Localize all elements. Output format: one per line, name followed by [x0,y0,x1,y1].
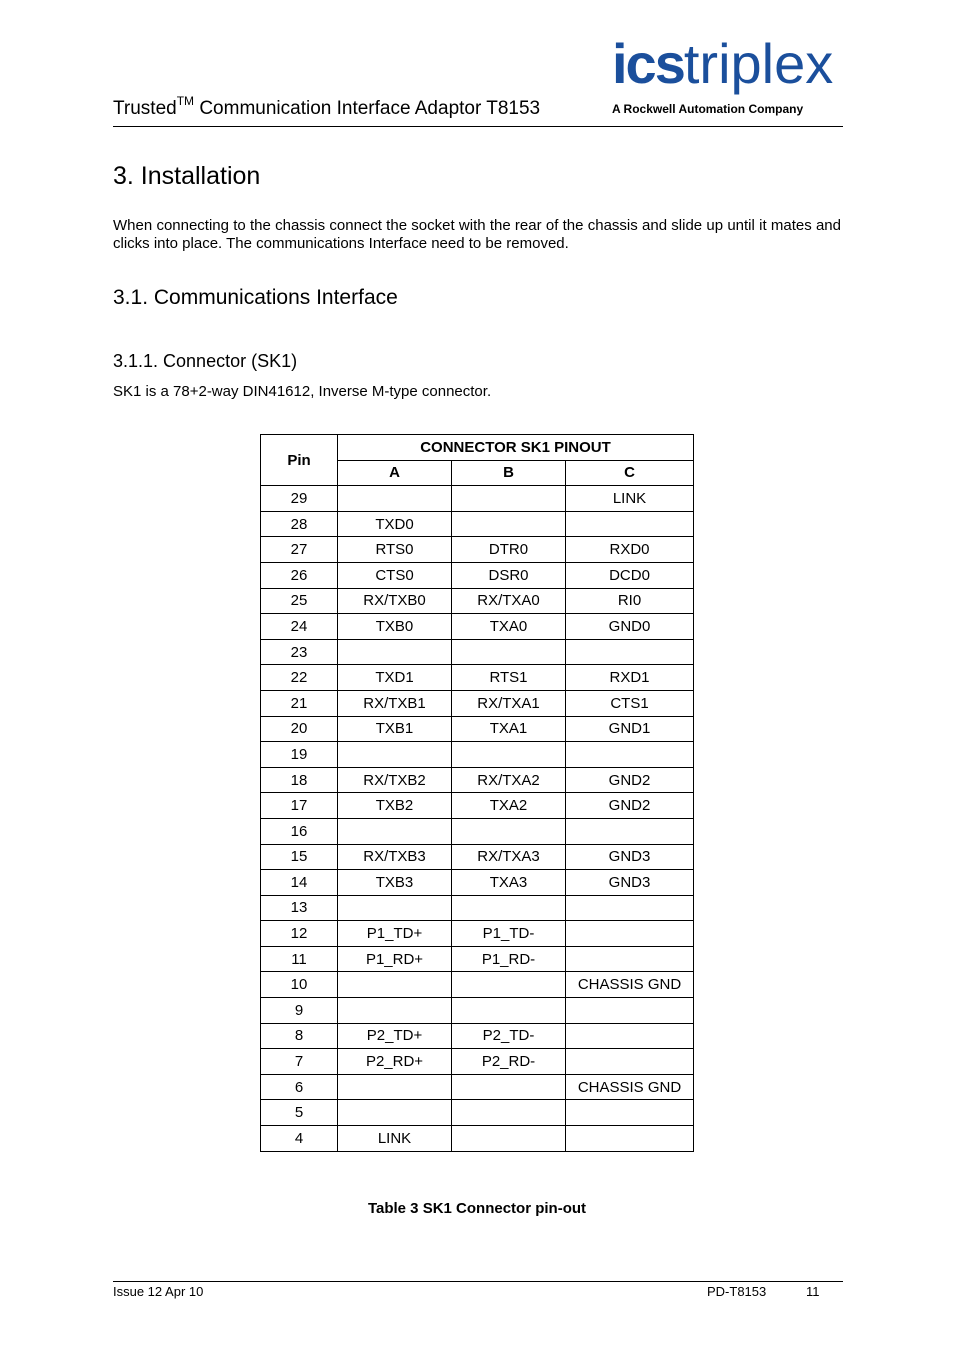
table-row [261,588,694,614]
pin-number-cell: 6 [261,1074,338,1100]
pin-number-cell: 8 [261,1023,338,1049]
pin-signal-cell: TXD1 [338,665,452,691]
ics-triplex-logo [610,32,842,120]
pin-signal-cell [452,511,566,537]
pin-signal-cell [452,998,566,1024]
table-row [261,870,694,896]
pin-signal-cell: TXA0 [452,614,566,640]
pin-number-cell: 21 [261,690,338,716]
pin-signal-cell: GND1 [566,716,694,742]
pin-signal-cell: TXB3 [338,870,452,896]
pin-signal-cell: RX/TXB2 [338,767,452,793]
pin-signal-cell: RI0 [566,588,694,614]
pin-number-cell: 29 [261,486,338,512]
footer-divider [113,1281,843,1282]
table-title: CONNECTOR SK1 PINOUT [338,435,694,461]
pin-signal-cell: RTS0 [338,537,452,563]
pin-signal-cell [452,972,566,998]
table-row [261,946,694,972]
pin-signal-cell: P1_TD- [452,921,566,947]
pin-signal-cell [566,1049,694,1075]
pin-signal-cell: RXD1 [566,665,694,691]
pin-signal-cell: P2_RD- [452,1049,566,1075]
subsubsection-heading: 3.1.1. Connector (SK1) [113,351,298,371]
table-row [261,639,694,665]
logo-wordmark [612,32,834,95]
pin-number-cell: 10 [261,972,338,998]
pin-number-cell: 20 [261,716,338,742]
pin-signal-cell [566,946,694,972]
pin-number-cell: 11 [261,946,338,972]
pin-signal-cell: GND3 [566,844,694,870]
table-row [261,690,694,716]
pin-signal-cell: P1_RD- [452,946,566,972]
pin-signal-cell: GND2 [566,767,694,793]
pin-number-cell: 19 [261,742,338,768]
pin-signal-cell: RTS1 [452,665,566,691]
pin-signal-cell [566,921,694,947]
pin-number-cell: 24 [261,614,338,640]
pin-signal-cell [566,895,694,921]
section-heading: 3. Installation [113,162,261,190]
pin-number-cell: 16 [261,818,338,844]
pin-signal-cell: RX/TXB1 [338,690,452,716]
table-row [261,895,694,921]
pin-number-cell: 28 [261,511,338,537]
pin-number-cell: 5 [261,1100,338,1126]
pin-signal-cell [566,998,694,1024]
footer-page-number: 11 [806,1284,820,1299]
table-title-row [261,435,694,461]
pin-number-cell: 18 [261,767,338,793]
connector-description: SK1 is a 78+2-way DIN41612, Inverse M-type connector. [113,383,492,400]
pin-number-cell: 12 [261,921,338,947]
pin-signal-cell [452,1100,566,1126]
column-header-b: B [452,460,566,486]
connector-pinout-table [260,434,694,1152]
table-row [261,1100,694,1126]
table-row [261,1049,694,1075]
header-title-prefix: Trusted [113,98,177,119]
pin-signal-cell: RX/TXA3 [452,844,566,870]
pin-signal-cell: GND2 [566,793,694,819]
pin-signal-cell: CHASSIS GND [566,972,694,998]
footer-doc-id: PD-T8153 [707,1284,767,1299]
pin-number-cell: 14 [261,870,338,896]
pin-signal-cell [452,1126,566,1152]
pin-number-cell: 4 [261,1126,338,1152]
document-header-title [113,94,541,120]
pin-signal-cell: RX/TXA0 [452,588,566,614]
pin-signal-cell: RX/TXB3 [338,844,452,870]
pin-signal-cell [338,1100,452,1126]
pin-number-cell: 13 [261,895,338,921]
pin-signal-cell: LINK [566,486,694,512]
pin-signal-cell: TXA1 [452,716,566,742]
pin-signal-cell: DSR0 [452,562,566,588]
logo-light-text: triplex [683,32,834,95]
pin-signal-cell: RX/TXA1 [452,690,566,716]
pin-signal-cell [566,818,694,844]
pin-signal-cell [452,895,566,921]
pin-signal-cell: RX/TXB0 [338,588,452,614]
pin-signal-cell: DCD0 [566,562,694,588]
pin-signal-cell: TXD0 [338,511,452,537]
pin-number-cell: 26 [261,562,338,588]
header-divider [113,126,843,127]
pin-signal-cell [338,972,452,998]
table-caption: Table 3 SK1 Connector pin-out [367,1200,587,1217]
column-header-c: C [566,460,694,486]
pin-signal-cell [566,511,694,537]
pin-signal-cell [566,639,694,665]
pin-signal-cell [566,1100,694,1126]
header-title-rest: Communication Interface Adaptor T8153 [194,98,541,119]
table-row [261,1074,694,1100]
pin-signal-cell [338,818,452,844]
table-row [261,665,694,691]
pin-signal-cell [452,639,566,665]
table-row [261,767,694,793]
pin-signal-cell [566,742,694,768]
logo-tagline: A Rockwell Automation Company [612,102,804,116]
table-row [261,1023,694,1049]
pin-signal-cell: P1_TD+ [338,921,452,947]
table-row [261,486,694,512]
trademark-superscript: TM [176,94,195,108]
table-row [261,511,694,537]
subsection-heading: 3.1. Communications Interface [113,286,398,309]
pin-signal-cell: P2_RD+ [338,1049,452,1075]
pin-signal-cell: P2_TD- [452,1023,566,1049]
pin-signal-cell: P2_TD+ [338,1023,452,1049]
pin-signal-cell: TXA2 [452,793,566,819]
pin-number-cell: 22 [261,665,338,691]
table-row [261,921,694,947]
pin-signal-cell [338,742,452,768]
pin-number-cell: 17 [261,793,338,819]
pin-signal-cell: CTS0 [338,562,452,588]
pin-number-cell: 15 [261,844,338,870]
table-row [261,742,694,768]
pin-signal-cell [566,1023,694,1049]
pin-number-cell: 7 [261,1049,338,1075]
pin-signal-cell: TXB2 [338,793,452,819]
pin-number-cell: 23 [261,639,338,665]
section-paragraph: When connecting to the chassis connect the socket with the rear of the chassis and slide up until it mates and clicks into place. The communications Interface need to be removed. [113,217,841,252]
pin-signal-cell: TXB1 [338,716,452,742]
pin-signal-cell: GND0 [566,614,694,640]
pin-signal-cell [452,1074,566,1100]
table-row [261,562,694,588]
pin-signal-cell [338,486,452,512]
pin-signal-cell: CHASSIS GND [566,1074,694,1100]
pin-number-cell: 9 [261,998,338,1024]
pin-column-header: Pin [261,435,338,486]
table-row [261,614,694,640]
table-row [261,716,694,742]
table-row [261,844,694,870]
footer-issue: Issue 12 Apr 10 [113,1284,204,1299]
pin-signal-cell [566,1126,694,1152]
pin-signal-cell: TXB0 [338,614,452,640]
table-row [261,998,694,1024]
pin-signal-cell [452,486,566,512]
pin-number-cell: 25 [261,588,338,614]
pin-signal-cell [452,818,566,844]
pin-signal-cell: CTS1 [566,690,694,716]
table-row [261,537,694,563]
table-row [261,1126,694,1152]
pin-signal-cell [338,1074,452,1100]
pin-signal-cell: LINK [338,1126,452,1152]
table-body [261,486,694,1151]
pin-signal-cell: DTR0 [452,537,566,563]
pin-signal-cell: RXD0 [566,537,694,563]
pin-signal-cell: GND3 [566,870,694,896]
pin-signal-cell [338,639,452,665]
pin-number-cell: 27 [261,537,338,563]
pin-signal-cell [452,742,566,768]
pin-signal-cell: RX/TXA2 [452,767,566,793]
pin-signal-cell [338,895,452,921]
pin-signal-cell [338,998,452,1024]
logo-bold-text: ics [612,32,684,95]
pin-signal-cell: TXA3 [452,870,566,896]
table-row [261,972,694,998]
pin-signal-cell: P1_RD+ [338,946,452,972]
column-header-a: A [338,460,452,486]
table-row [261,818,694,844]
table-row [261,793,694,819]
